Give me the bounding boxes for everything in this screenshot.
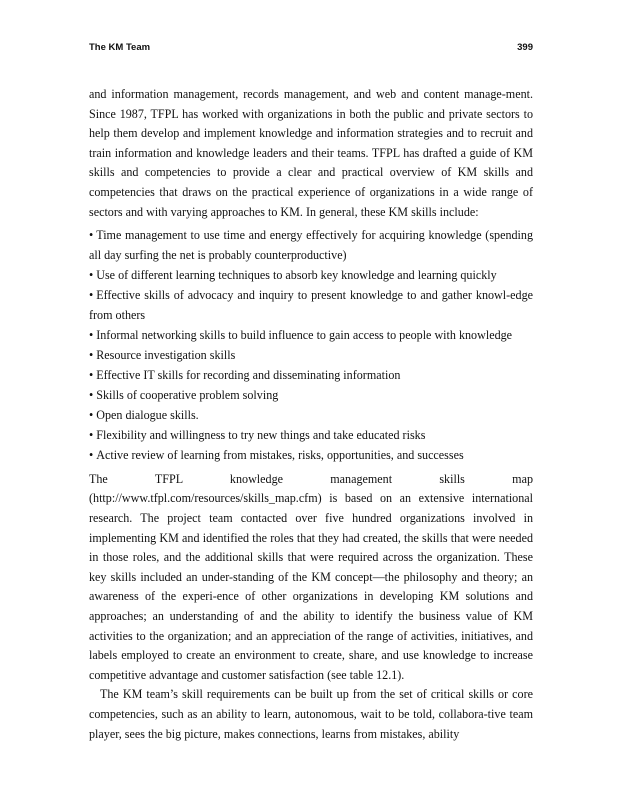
intro-paragraph: and information management, records management, and web and content manage-ment. Since 1987, TFPL has worked with organizations in both the public and private sectors to help them develop and implement knowledge and information strategies and to recruit and train information and knowledge leaders and their teams. TFPL has drafted a guide of KM skills and competencies to provide a clear and practical overview of KM skills and competencies that draws on the practical experience of organizations in a wide range of sectors and with varying approaches to KM. In general, these KM skills include: [89,87,533,219]
list-item-text: Informal networking skills to build influence to gain access to people with knowledge [96,327,513,342]
list-item-text: Open dialogue skills. [96,408,199,422]
list-item-text: Active review of learning from mistakes, risks, opportunities, and successes [96,448,464,463]
list-item [89,286,533,325]
bullet-icon: • [89,387,94,402]
km-skills-list [89,226,533,466]
list-item [89,426,533,446]
bullet-icon: • [89,267,94,282]
bullet-icon: • [89,228,94,243]
bullet-icon: • [89,367,94,382]
requirements-paragraph: The KM team’s skill requirements can be built up from the set of critical skills or core competencies, such as an ability to learn, autonomous, wait to be told, collabora-tive team player, sees the big picture, makes connections, learns from mistakes, ability [89,687,533,741]
bullet-icon: • [89,448,94,463]
body-text [89,85,533,744]
bullet-icon: • [89,327,94,342]
list-item-text: Flexibility and willingness to try new things and take educated risks [96,428,426,443]
list-item [89,346,533,366]
list-item [89,446,533,466]
chapter-title: The KM Team [89,42,151,53]
list-item-text: Effective IT skills for recording and disseminating information [96,367,401,382]
list-item [89,326,533,346]
list-item [89,226,533,265]
list-item [89,406,533,426]
list-item [89,366,533,386]
bullet-icon: • [89,347,94,362]
list-item-text: Time management to use time and energy effectively for acquiring knowledge (spending all day surfing the net is probably counterproductive) [89,228,533,262]
list-item [89,386,533,406]
list-item-text: Resource investigation skills [96,347,236,362]
bullet-icon: • [89,428,94,443]
skills-map-paragraph: The TFPL knowledge management skills map (http://www.tfpl.com/resources/skills_map.cfm) is based on an extensive international research. The project team contacted over five hundred organizations involved in implementing KM and identified the roles that they had created, the skills that were needed in those roles, and the additional skills that were required across the organization. These key skills included an under-standing of the KM concept—the philosophy and theory; an awareness of the experi-ence of other organizations in developing KM solutions and approaches; an understanding of and the ability to identify the business value of KM activities to the organization; and an appreciation of the range of activities, initiatives, and labels employed to create an environment to create, share, and use knowledge to increase competitive advantage and customer satisfaction (see table 12.1). [89,471,533,682]
page-number: 399 [517,42,533,53]
bullet-icon: • [89,287,94,302]
bullet-icon: • [89,408,94,422]
list-item-text: Effective skills of advocacy and inquiry to present knowledge to and gather knowl-edge from others [89,287,533,322]
list-item [89,266,533,286]
list-item-text: Use of different learning techniques to absorb key knowledge and learning quickly [96,267,497,282]
running-header [89,42,533,56]
list-item-text: Skills of cooperative problem solving [96,387,279,402]
